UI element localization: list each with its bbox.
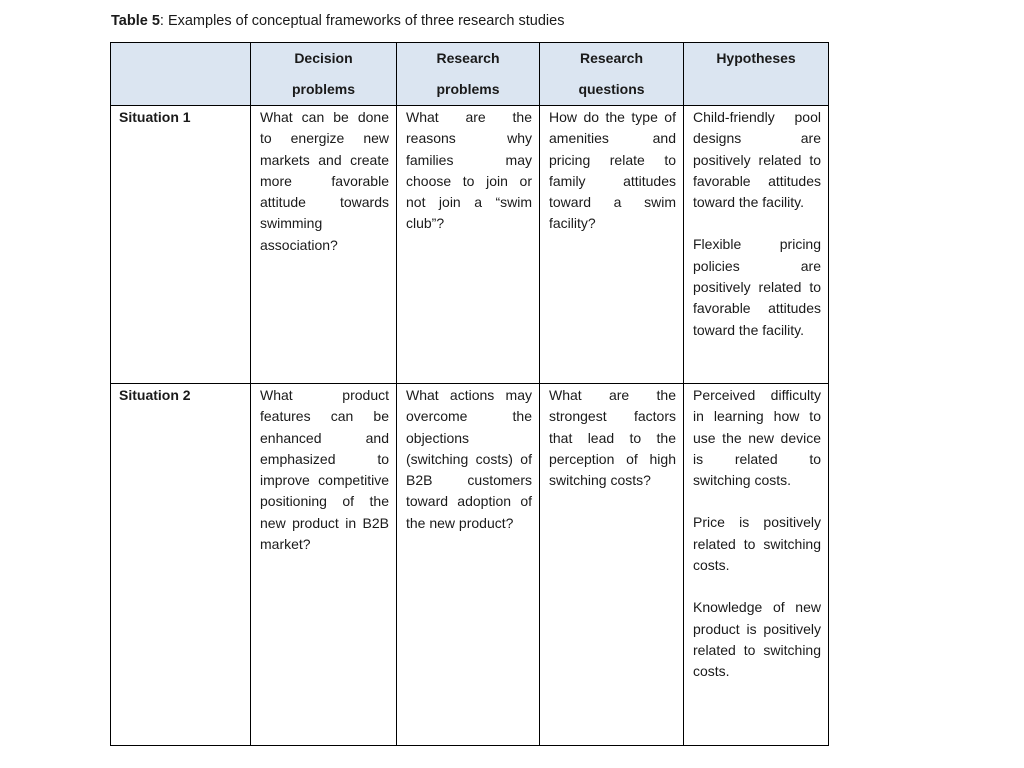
row-label: Situation 1 bbox=[111, 106, 251, 384]
hypothesis: Perceived difficulty in learning how to use the new device is related to switching costs. bbox=[693, 387, 821, 489]
header-research-problems bbox=[397, 43, 540, 106]
table-row-situation-1 bbox=[111, 106, 829, 384]
header-decision-problems bbox=[251, 43, 397, 106]
hypotheses-cell bbox=[684, 106, 829, 384]
row-label: Situation 2 bbox=[111, 384, 251, 746]
hypotheses-cell bbox=[684, 384, 829, 746]
research-problem-cell: What are the reasons why families may choose to join or not join a “swim club”? bbox=[397, 106, 540, 384]
research-problem-cell: What actions may overcome the objections (switching costs) of B2B customers toward adoption of the new product? bbox=[397, 384, 540, 746]
decision-problem-cell: What can be done to energize new markets and create more favorable attitude towards swimming association? bbox=[251, 106, 397, 384]
header-hypotheses bbox=[684, 43, 829, 106]
header-line: Hypotheses bbox=[716, 50, 796, 66]
header-line: problems bbox=[436, 81, 500, 97]
table-caption-label: Table 5 bbox=[111, 13, 160, 29]
hypothesis: Knowledge of new product is positively related to switching costs. bbox=[693, 599, 821, 680]
hypothesis: Price is positively related to switching costs. bbox=[693, 514, 821, 574]
hypothesis: Child-friendly pool designs are positively related to favorable attitudes toward the facility. bbox=[693, 109, 821, 211]
table-caption-text: : Examples of conceptual frameworks of three research studies bbox=[159, 13, 565, 29]
decision-problem-cell: What product features can be enhanced and emphasized to improve competitive positioning of the new product in B2B market? bbox=[251, 384, 397, 746]
table-row-situation-2 bbox=[111, 384, 829, 746]
research-question-cell: How do the type of amenities and pricing relate to family attitudes toward a swim facility? bbox=[540, 106, 684, 384]
header-line: Decision bbox=[294, 50, 353, 66]
conceptual-frameworks-table bbox=[110, 42, 829, 746]
header-line: problems bbox=[291, 81, 355, 97]
header-line: Research bbox=[436, 50, 500, 66]
hypothesis: Flexible pricing policies are positively related to favorable attitudes toward the facility. bbox=[693, 236, 821, 338]
header-cell-empty bbox=[111, 43, 251, 106]
table-caption bbox=[111, 12, 564, 30]
header-line: Research bbox=[579, 50, 644, 66]
header-row bbox=[111, 43, 829, 106]
header-line: questions bbox=[578, 81, 645, 97]
research-question-cell: What are the strongest factors that lead to the perception of high switching costs? bbox=[540, 384, 684, 746]
header-research-questions bbox=[540, 43, 684, 106]
